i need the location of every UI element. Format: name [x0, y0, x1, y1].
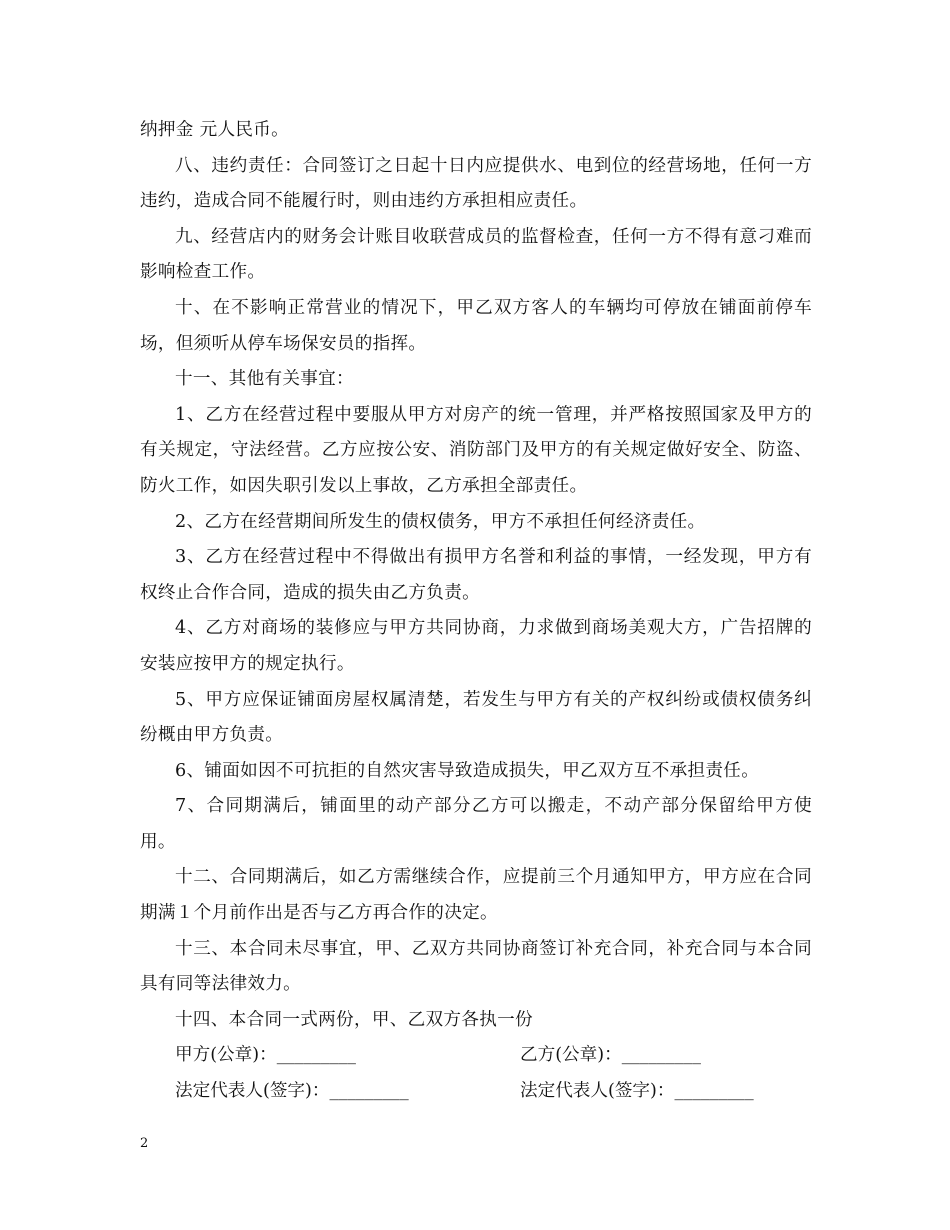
paragraph-clause-14: 十四、本合同一式两份，甲、乙双方各执一份 — [175, 1009, 533, 1030]
paragraph-clause-11-1: 1、乙方在经营过程中要服从甲方对房产的统一管理，并严格按照国家及甲方的有关规定，守法经营。乙方应按公安、消防部门及甲方的有关规定做好安全、防盗、防火工作，如因失职引发以上事故，乙方承担全部责任。 — [140, 404, 812, 496]
signature-row-seal — [140, 1038, 812, 1074]
paragraph-clause-11-4: 4、乙方对商场的装修应与甲方共同协商，力求做到商场美观大方，广告招牌的安装应按甲方的规定执行。 — [140, 618, 812, 674]
paragraph-clause-8: 八、违约责任：合同签订之日起十日内应提供水、电到位的经营场地，任何一方违约，造成合同不能履行时，则由违约方承担相应责任。 — [140, 155, 812, 212]
paragraph-clause-13: 十三、本合同未尽事宜，甲、乙双方共同协商签订补充合同，补充合同与本合同具有同等法律效力。 — [140, 938, 812, 995]
signature-row-representative — [140, 1074, 812, 1110]
party-b-representative-line: 法定代表人(签字)：_________ — [520, 1081, 754, 1102]
party-b-seal-line: 乙方(公章)：_________ — [520, 1045, 701, 1066]
paragraph-clause-11-6: 6、铺面如因不可抗拒的自然灾害导致造成损失，甲乙双方互不承担责任。 — [175, 760, 760, 781]
party-a-representative-line: 法定代表人(签字)：_________ — [175, 1081, 409, 1102]
paragraph-clause-11-7: 7、合同期满后，铺面里的动产部分乙方可以搬走，不动产部分保留给甲方使用。 — [140, 796, 812, 852]
party-a-seal-line: 甲方(公章)：_________ — [175, 1045, 356, 1066]
paragraph-clause-11-2: 2、乙方在经营期间所发生的债权债务，甲方不承担任何经济责任。 — [175, 511, 706, 532]
paragraph-clause-11-3: 3、乙方在经营过程中不得做出有损甲方名誉和利益的事情，一经发现，甲方有权终止合作合同，造成的损失由乙方负责。 — [140, 547, 812, 603]
paragraph-clause-11-5: 5、甲方应保证铺面房屋权属清楚，若发生与甲方有关的产权纠纷或债权债务纠纷概由甲方负责。 — [140, 689, 812, 746]
paragraph-clause-9: 九、经营店内的财务会计账目收联营成员的监督检查，任何一方不得有意刁难而影响检查工作。 — [140, 226, 812, 283]
paragraph-deposit: 纳押金 元人民币。 — [140, 120, 290, 140]
page-number: 2 — [140, 1136, 149, 1151]
contract-body — [140, 113, 812, 1110]
paragraph-clause-10: 十、在不影响正常营业的情况下，甲乙双方客人的车辆均可停放在铺面前停车场，但须听从停车场保安员的指挥。 — [140, 297, 812, 354]
paragraph-clause-11-heading: 十一、其他有关事宜： — [175, 369, 354, 390]
paragraph-clause-12: 十二、合同期满后，如乙方需继续合作，应提前三个月通知甲方，甲方应在合同期满１个月前作出是否与乙方再合作的决定。 — [140, 867, 812, 924]
